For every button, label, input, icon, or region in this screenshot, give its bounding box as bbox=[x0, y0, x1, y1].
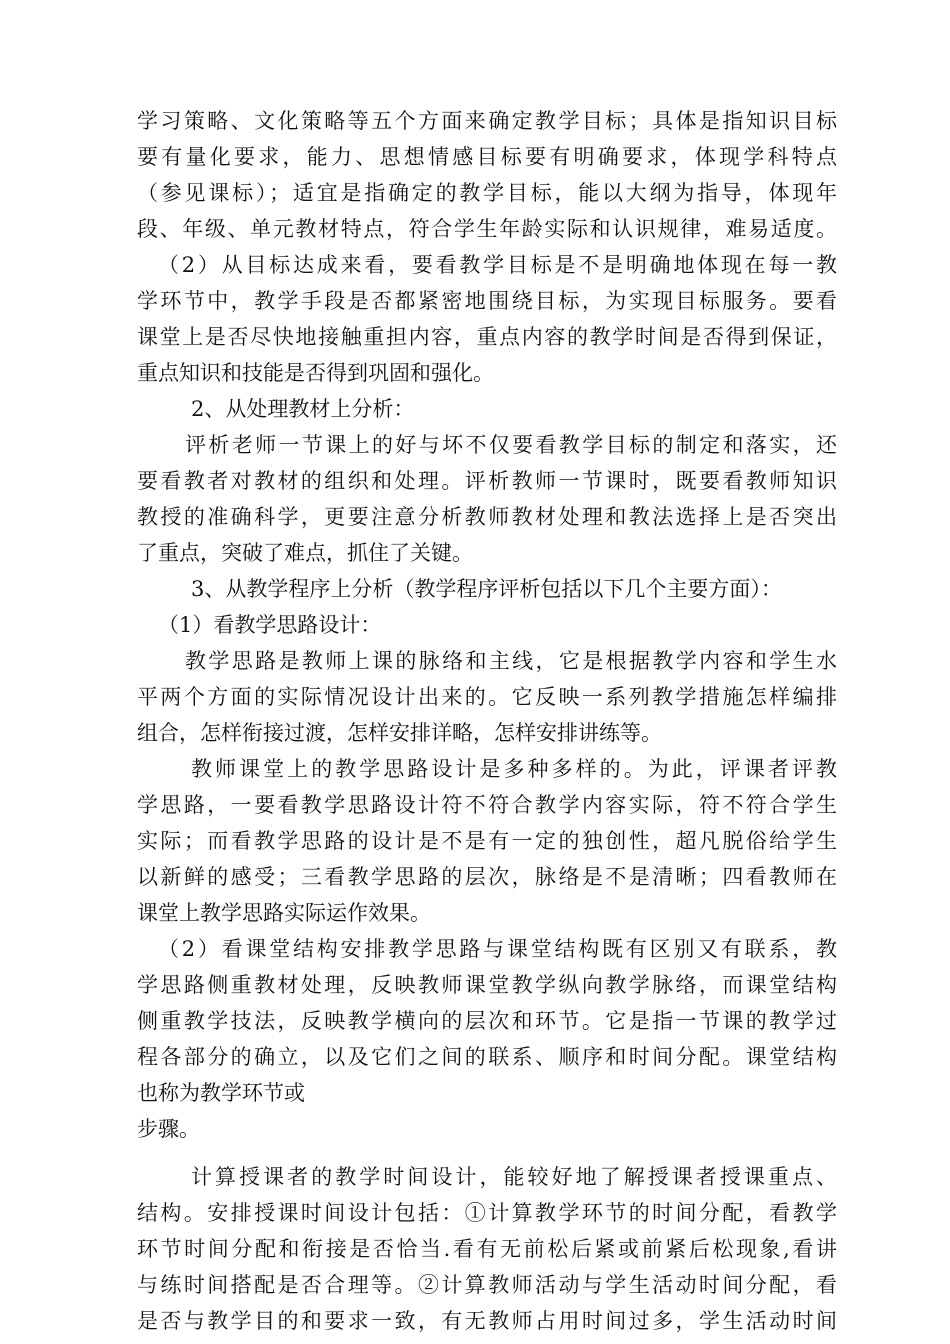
text-line: 步骤。 bbox=[137, 1117, 200, 1141]
text-line: 结构。安排授课时间设计包括：①计算教学环节的时间分配，看教学 bbox=[137, 1201, 837, 1225]
text-line: 组合，怎样衔接过渡，怎样安排详略，怎样安排讲练等。 bbox=[137, 721, 662, 745]
text-line: 以新鲜的感受；三看教学思路的层次，脉络是不是清晰；四看教师在 bbox=[137, 865, 837, 889]
text-line: 学思路，一要看教学思路设计符不符合教学内容实际，符不符合学生 bbox=[137, 793, 837, 817]
text-line: 段、年级、单元教材特点，符合学生年龄实际和认识规律，难易适度。 bbox=[137, 217, 837, 241]
text-line: （2）从目标达成来看，要看教学目标是不是明确地体现在每一教 bbox=[158, 253, 837, 277]
text-line: 计算授课者的教学时间设计，能较好地了解授课者授课重点、 bbox=[191, 1165, 837, 1189]
text-line: 教师课堂上的教学思路设计是多种多样的。为此，评课者评教 bbox=[191, 757, 837, 781]
text-line: 评析老师一节课上的好与坏不仅要看教学目标的制定和落实，还 bbox=[185, 433, 837, 457]
text-line: 侧重教学技法，反映教学横向的层次和环节。它是指一节课的教学过 bbox=[137, 1009, 837, 1033]
text-line: 学环节中，教学手段是否都紧密地围绕目标，为实现目标服务。要看 bbox=[137, 289, 837, 313]
text-line: 学思路侧重教材处理，反映教师课堂教学纵向教学脉络，而课堂结构 bbox=[137, 973, 837, 997]
text-line: 环节时间分配和衔接是否恰当.看有无前松后紧或前紧后松现象,看讲 bbox=[137, 1237, 837, 1261]
text-line: （2）看课堂结构安排教学思路与课堂结构既有区别又有联系，教 bbox=[158, 937, 837, 961]
text-line: 实际；而看教学思路的设计是不是有一定的独创性，超凡脱俗给学生 bbox=[137, 829, 837, 853]
text-line: 平两个方面的实际情况设计出来的。它反映一系列教学措施怎样编排 bbox=[137, 685, 837, 709]
text-line: 要看教者对教材的组织和处理。评析教师一节课时，既要看教师知识 bbox=[137, 469, 837, 493]
text-line: 与练时间搭配是否合理等。②计算教师活动与学生活动时间分配，看 bbox=[137, 1273, 837, 1297]
section-heading: 2、从处理教材上分析： bbox=[191, 397, 415, 421]
text-line: 课堂上是否尽快地接触重担内容，重点内容的教学时间是否得到保证， bbox=[137, 325, 837, 349]
text-line: 教学思路是教师上课的脉络和主线，它是根据教学内容和学生水 bbox=[185, 649, 837, 673]
text-line: 是否与教学目的和要求一致，有无教师占用时间过多，学生活动时间 bbox=[137, 1309, 837, 1333]
paragraph-gap bbox=[137, 1147, 837, 1159]
text-line: 要有量化要求，能力、思想情感目标要有明确要求，体现学科特点 bbox=[137, 145, 837, 169]
text-line: 也称为教学环节或 bbox=[137, 1081, 305, 1105]
text-line: 课堂上教学思路实际运作效果。 bbox=[137, 901, 431, 925]
document-body bbox=[137, 103, 837, 1339]
text-line: 教授的准确科学，更要注意分析教师教材处理和教法选择上是否突出 bbox=[137, 505, 837, 529]
section-heading: 3、从教学程序上分析（教学程序评析包括以下几个主要方面）： bbox=[191, 577, 782, 601]
text-line: 学习策略、文化策略等五个方面来确定教学目标；具体是指知识目标 bbox=[137, 109, 837, 133]
subsection-heading: （1）看教学思路设计： bbox=[158, 613, 382, 637]
text-line: 了重点，突破了难点，抓住了关键。 bbox=[137, 541, 473, 565]
text-line: （参见课标）；适宜是指确定的教学目标，能以大纲为指导，体现年 bbox=[137, 181, 837, 205]
text-line: 重点知识和技能是否得到巩固和强化。 bbox=[137, 361, 494, 385]
text-line: 程各部分的确立，以及它们之间的联系、顺序和时间分配。课堂结构 bbox=[137, 1045, 837, 1069]
